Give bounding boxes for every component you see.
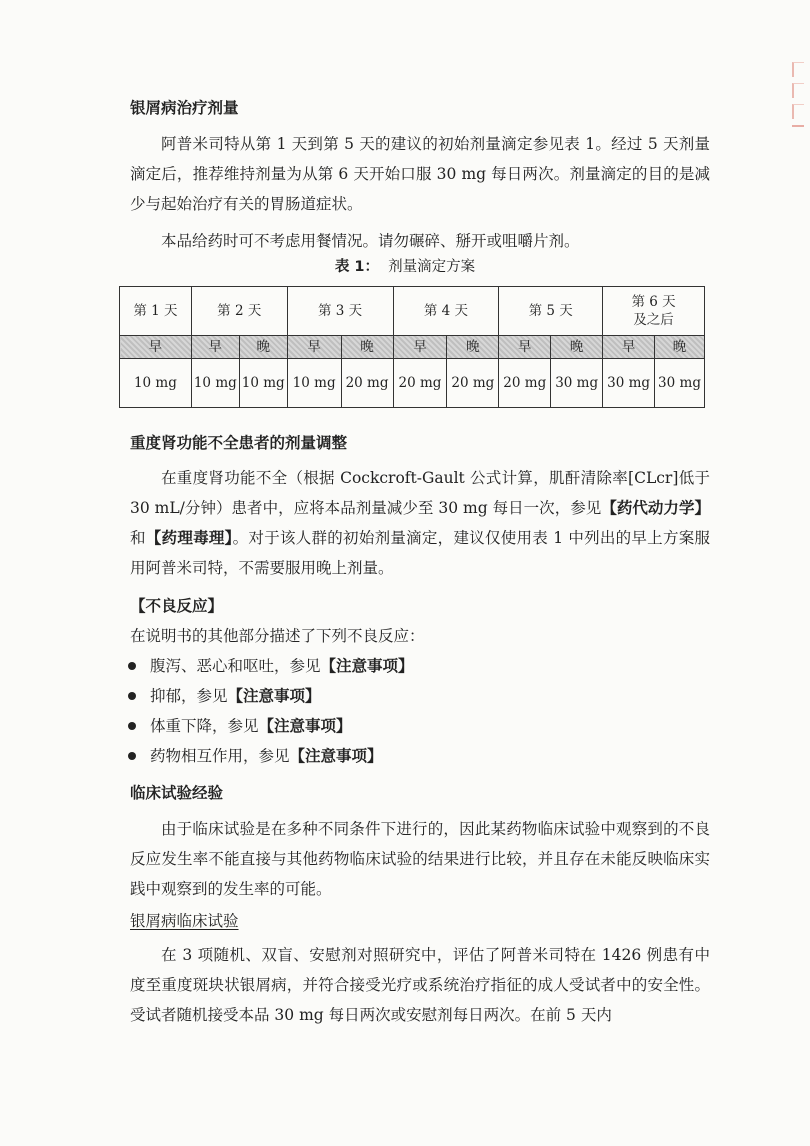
dose-cell: 20 mg: [499, 359, 551, 408]
dose-cell: 30 mg: [603, 359, 655, 408]
slot-cell: 晚: [551, 336, 603, 359]
renal-text-b: 和: [130, 529, 146, 547]
seal-edge-mark: [792, 62, 804, 162]
psoriasis-trials-heading-text: 银屑病临床试验: [130, 912, 239, 930]
slot-cell: 晚: [655, 336, 705, 359]
dosage-paragraph: 阿普米司特从第 1 天到第 5 天的建议的初始剂量滴定参见表 1。经过 5 天剂量滴定后，推荐维持剂量为从第 6 天开始口服 30 mg 每日两次。剂量滴定的目的是减少与起始治疗有关的胃肠道症状。: [130, 135, 710, 213]
bullet-icon: [128, 752, 136, 760]
ref-pharmacokinetics: 【药代动力学】: [601, 498, 710, 517]
slot-cell: 早: [499, 336, 551, 359]
bullet-text: 抑郁，参见: [150, 687, 228, 705]
table-row-days: [120, 287, 705, 336]
dose-cell: 10 mg: [120, 359, 192, 408]
slot-cell: 早: [191, 336, 239, 359]
dose-cell: 30 mg: [551, 359, 603, 408]
day-cell: 第 3 天: [287, 287, 393, 336]
dose-cell: 20 mg: [393, 359, 447, 408]
slot-cell: 晚: [341, 336, 393, 359]
adverse-bullet-list: [130, 651, 710, 771]
adverse-intro: 在说明书的其他部分描述了下列不良反应：: [130, 627, 425, 645]
renal-text-c: 。对于该人群的初始剂量滴定，建议仅使用表 1 中列出的早上方案服用阿普米司特，不需要服用晚上剂量。: [130, 529, 710, 577]
section-heading-dosage: 银屑病治疗剂量: [130, 99, 239, 117]
bullet-ref: 【注意事项】: [227, 686, 321, 705]
section-heading-renal: 重度肾功能不全患者的剂量调整: [130, 434, 348, 452]
list-item: [130, 681, 710, 711]
day-cell: 第 1 天: [120, 287, 192, 336]
bullet-icon: [128, 722, 136, 730]
dose-cell: 10 mg: [287, 359, 341, 408]
bullet-ref: 【注意事项】: [289, 746, 383, 765]
table-title-label: 表 1：: [334, 259, 379, 275]
psoriasis-trials-paragraph: 在 3 项随机、双盲、安慰剂对照研究中，评估了阿普米司特在 1426 例患有中度至重度斑块状银屑病，并符合接受光疗或系统治疗指征的成人受试者中的安全性。受试者随机接受本品 30 mg 每日两次或安慰剂每日两次。在前 5 天内: [130, 946, 710, 1024]
list-item: [130, 711, 710, 741]
section-heading-clinical-experience: 临床试验经验: [130, 784, 224, 802]
dose-cell: 10 mg: [239, 359, 287, 408]
bullet-ref: 【注意事项】: [320, 656, 414, 675]
bullet-icon: [128, 692, 136, 700]
day-cell: 第 4 天: [393, 287, 499, 336]
day-cell: 第 2 天: [191, 287, 287, 336]
bullet-text: 腹泻、恶心和呕吐，参见: [150, 657, 321, 675]
dose-titration-table: [119, 286, 705, 408]
table-row-slots: [120, 336, 705, 359]
slot-cell: 早: [120, 336, 192, 359]
ref-pharmacology-toxicology: 【药理毒理】: [145, 528, 233, 547]
section-heading-psoriasis-trials: [130, 906, 710, 936]
clinical-experience-paragraph: 由于临床试验是在多种不同条件下进行的，因此某药物临床试验中观察到的不良反应发生率不能直接与其他药物临床试验的结果进行比较，并且存在未能反映临床实践中观察到的发生率的可能。: [130, 820, 710, 898]
section-heading-adverse: 【不良反应】: [130, 597, 224, 615]
table-row-doses: [120, 359, 705, 408]
bullet-ref: 【注意事项】: [258, 716, 352, 735]
dose-cell: 30 mg: [655, 359, 705, 408]
list-item: [130, 651, 710, 681]
administration-paragraph: 本品给药时可不考虑用餐情况。请勿碾碎、掰开或咀嚼片剂。: [161, 232, 580, 250]
bullet-icon: [128, 662, 136, 670]
dose-cell: 20 mg: [341, 359, 393, 408]
bullet-text: 体重下降，参见: [150, 717, 259, 735]
slot-cell: 晚: [239, 336, 287, 359]
slot-cell: 早: [603, 336, 655, 359]
day-cell: 第 5 天: [499, 287, 603, 336]
slot-cell: 早: [287, 336, 341, 359]
dose-cell: 10 mg: [191, 359, 239, 408]
slot-cell: 晚: [447, 336, 499, 359]
list-item: [130, 741, 710, 771]
table-title: [0, 256, 810, 278]
table-title-text: 剂量滴定方案: [388, 259, 476, 275]
day-cell: [603, 287, 705, 336]
day6-line2: 及之后: [633, 312, 674, 328]
renal-paragraph: [130, 463, 710, 583]
renal-text-a: 在重度肾功能不全（根据 Cockcroft-Gault 公式计算，肌酐清除率[CLcr]低于 30 mL/分钟）患者中，应将本品剂量减少至 30 mg 每日一次，参见: [130, 469, 710, 517]
bullet-text: 药物相互作用，参见: [150, 747, 290, 765]
dose-cell: 20 mg: [447, 359, 499, 408]
slot-cell: 早: [393, 336, 447, 359]
day6-line1: 第 6 天: [631, 294, 676, 310]
